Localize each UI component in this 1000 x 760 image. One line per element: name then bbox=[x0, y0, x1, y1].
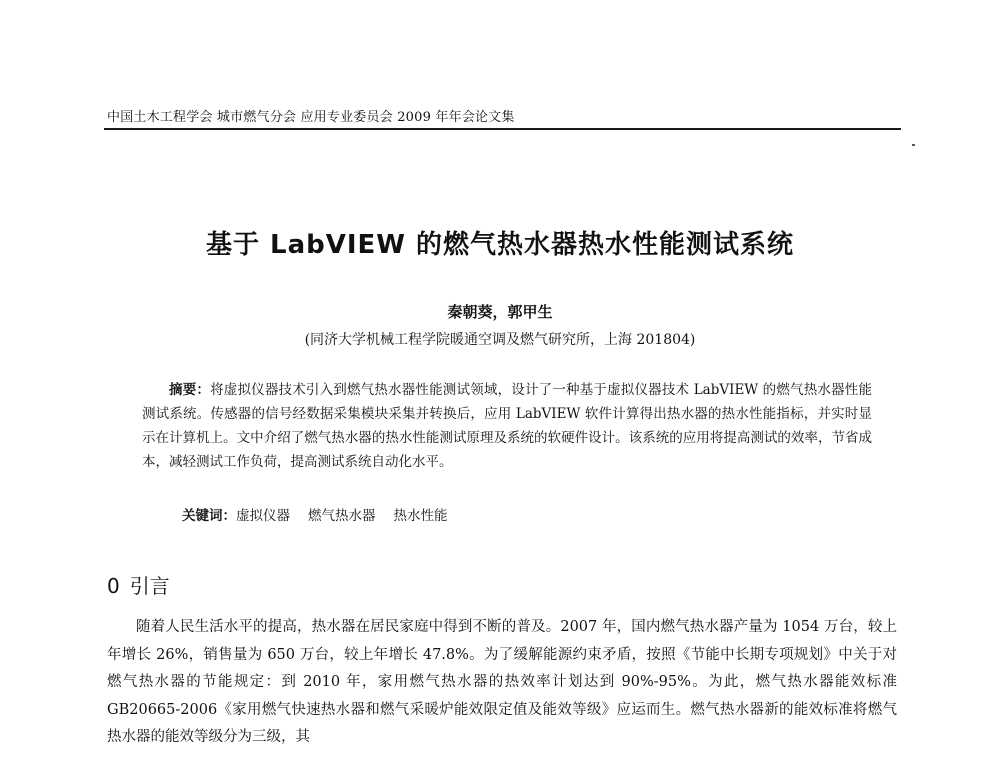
section-title: 引言 bbox=[129, 574, 170, 598]
paper-title: 基于 LabVIEW 的燃气热水器热水性能测试系统 bbox=[205, 230, 795, 260]
keyword-item: 虚拟仪器 bbox=[236, 508, 290, 524]
keyword-item: 热水性能 bbox=[393, 508, 448, 524]
section-paragraph: 随着人民生活水平的提高，热水器在居民家庭中得到不断的普及。2007 年，国内燃气热水器产量为 1054 万台，较上年增长 26%，销售量为 650 万台，较上年增长 47.8%。为了缓解能源约束矛盾，按照《节能中长期专项规划》中关于对燃气热水器的节能规定：到 2010 年，家用燃气热水器的热效率计划达到 90%-95%。为此，燃气热水器能效标准 GB20665-2006《家用燃气快速热水器和燃气采暖炉能效限定值及能效等级》应运而生。燃气热水器新的能效标准将燃气热水器的能效等级分为三级，其 bbox=[107, 619, 897, 745]
section-number: 0 bbox=[107, 574, 120, 598]
section-heading bbox=[107, 570, 170, 599]
running-header: 中国土木工程学会 城市燃气分会 应用专业委员会 2009 年年会论文集 bbox=[107, 110, 515, 125]
keywords-label: 关键词： bbox=[182, 508, 236, 524]
abstract-block bbox=[142, 378, 872, 474]
keywords-block bbox=[182, 504, 466, 524]
scan-speck bbox=[912, 144, 915, 146]
abstract-text: 将虚拟仪器技术引入到燃气热水器性能测试领域，设计了一种基于虚拟仪器技术 LabVIEW 的燃气热水器性能测试系统。传感器的信号经数据采集模块采集并转换后，应用 LabVIEW 软件计算得出热水器的热水性能指标，并实时显示在计算机上。文中介绍了燃气热水器的热水性能测试原理及系统的软硬件设计。该系统的应用将提高测试的效率，节省成本，减轻测试工作负荷，提高测试系统自动化水平。 bbox=[142, 382, 872, 470]
abstract-label: 摘要： bbox=[169, 382, 211, 398]
paper-affiliation: (同济大学机械工程学院暖通空调及燃气研究所，上海 201804) bbox=[304, 332, 696, 348]
keyword-item: 燃气热水器 bbox=[308, 508, 376, 524]
paper-authors: 秦朝葵，郭甲生 bbox=[447, 303, 553, 321]
header-rule bbox=[104, 128, 901, 130]
